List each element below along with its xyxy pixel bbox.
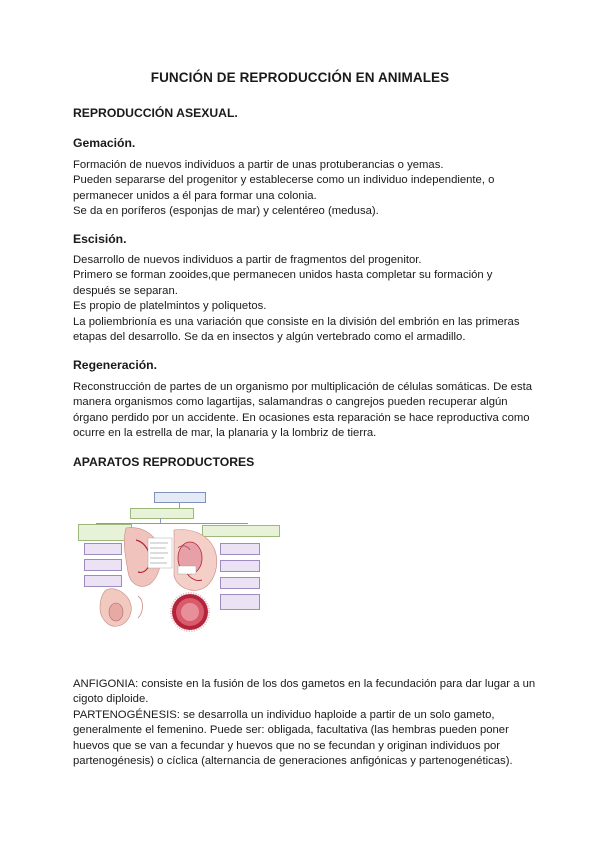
text-line: Pueden separarse del progenitor y establecerse como un individuo independiente, o <box>73 174 495 187</box>
paragraph-gemacion <box>73 158 533 220</box>
text-line: La poliembrionía es una variación que consiste en la división del embrión en las primeras <box>73 315 520 328</box>
text-line: ANFIGONIA: consiste en la fusión de los dos gametos en la fecundación para dar lugar a un <box>73 678 536 690</box>
text-line: Primero se forman zooides,que permanecen unidos hasta completar su formación y <box>73 269 493 282</box>
text-line: huevos que se van a fecundar y huevos que no se fecundan y originan individuos por <box>73 739 501 752</box>
page-title: FUNCIÓN DE REPRODUCCIÓN EN ANIMALES <box>150 70 450 85</box>
ovum-illustration <box>171 593 209 631</box>
text-line: Se da en poríferos (esponjas de mar) y celentéreo (medusa). <box>73 205 379 218</box>
text-line: permanecer unidos a él para formar una colonia. <box>73 189 317 202</box>
text-line: Es propio de platelmintos y poliquetos. <box>73 300 267 313</box>
text-line: Desarrollo de nuevos individuos a partir de fragmentos del progenitor. <box>73 254 422 266</box>
text-line: órgano perdido por un accidente. En ocasiones esta reparación se hace reproductiva como <box>73 411 530 424</box>
text-line: partenogénesis) o cíclica (alternancia de generaciones anfigónicas y partenogenéticas). <box>73 755 513 768</box>
paragraph-regeneracion <box>73 380 533 442</box>
text-line: Formación de nuevos individuos a partir de unas protuberancias o yemas. <box>73 159 444 171</box>
heading-aparatos: APARATOS REPRODUCTORES <box>73 455 255 469</box>
text-line: cigoto diploide. <box>73 693 149 706</box>
text-line: PARTENOGÉNESIS: se desarrolla un individuo haploide a partir de un solo gameto, <box>73 708 495 721</box>
paragraph-escision <box>73 253 533 345</box>
male-organ-illustration <box>100 589 143 627</box>
paragraph-final <box>73 677 536 769</box>
text-line: Reconstrucción de partes de un organismo por multiplicación de células somáticas. De esta <box>73 381 533 393</box>
male-anatomy-illustration <box>124 528 172 587</box>
heading-escision: Escisión. <box>73 232 127 246</box>
text-line: etapas del desarrollo. Se da en insectos y algún vertebrado como el armadillo. <box>73 331 466 344</box>
text-line: después se separan. <box>73 284 178 297</box>
heading-asexual: REPRODUCCIÓN ASEXUAL. <box>73 106 238 120</box>
text-line: ocurre en la estrella de mar, la planaria y la lombriz de tierra. <box>73 427 377 440</box>
heading-regeneracion: Regeneración. <box>73 358 157 372</box>
heading-gemacion: Gemación. <box>73 136 136 150</box>
text-line: manera organismos como lagartijas, salamandras o cangrejos pueden recuperar algún <box>73 396 508 409</box>
female-anatomy-illustration <box>174 530 217 591</box>
text-line: generalmente el femenino. Puede ser: obligada, facultativa (las hembras pueden poner <box>73 724 509 737</box>
reproductive-systems-diagram <box>78 488 280 636</box>
diagram-illustrations <box>78 488 280 636</box>
